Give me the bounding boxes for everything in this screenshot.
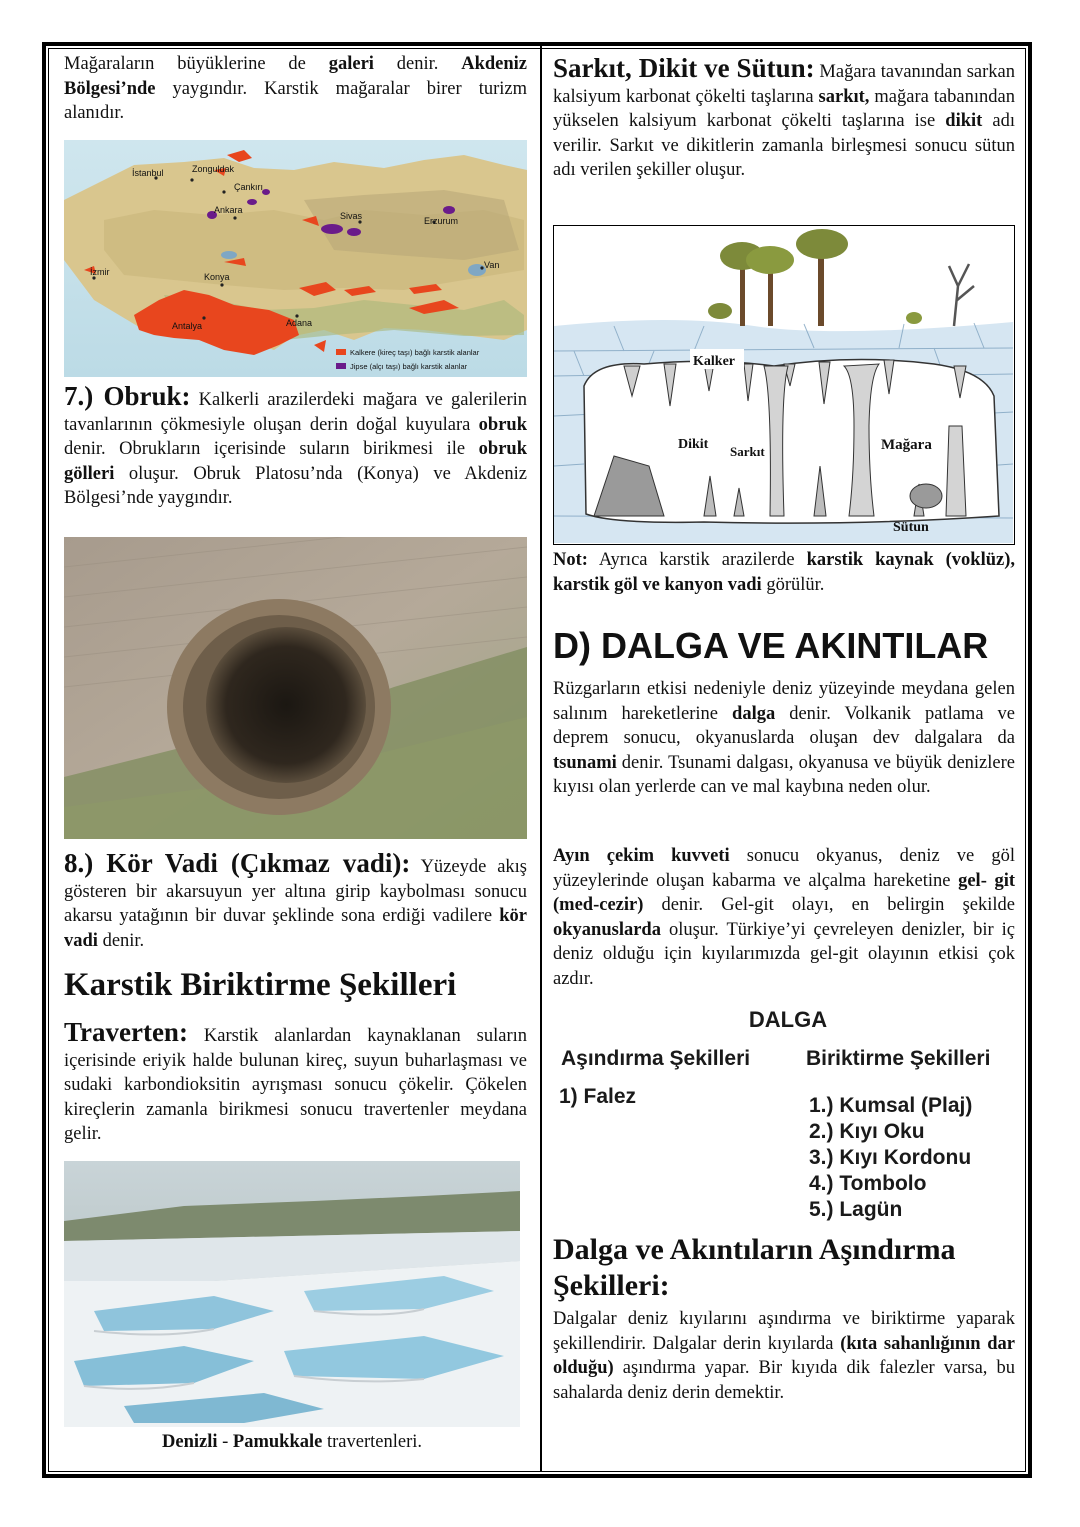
turkey-karst-map [64, 140, 527, 377]
sarkit-heading: Sarkıt, Dikit ve Sütun: [553, 53, 815, 83]
legend-swatch-gypsum [336, 363, 346, 369]
deposition-item: 1.) Kumsal (Plaj) [809, 1094, 973, 1117]
dalga-table [553, 1007, 1015, 1227]
map-label-zonguldak: Zonguldak [192, 164, 235, 174]
legend-gypsum: Jipse (alçı taşı) bağlı karstik alanlar [350, 362, 468, 371]
deposition-item: 2.) Kıyı Oku [809, 1120, 925, 1143]
dalga-akintilar-title: D) DALGA VE AKINTILAR [553, 625, 989, 666]
pamukkale-photo [64, 1161, 520, 1427]
obruk-photo [64, 537, 527, 839]
column-divider [540, 46, 542, 1472]
dalga-section [553, 677, 1015, 800]
obruk-section [64, 381, 527, 511]
obruk-paragraph: 7.) Obruk: Kalkerli arazilerdeki mağara ve galerilerin tavanlarının çökmesiyle oluşan derin doğal kuyulara obruk denir. Obrukların içerisinde suların birikmesi ile obruk gölleri oluşur. Obruk Platosu’nda (Konya) ve Akdeniz Bölgesi’nde yaygındır. [64, 381, 527, 508]
gelgit-paragraph: Ayın çekim kuvveti sonucu okyanus, deniz ve göl yüzeylerinde oluşan kabarma ve alçalma hareketine gel- git (med-cezir) denir. Gel-git olayı, en belirgin şekilde okyanuslarda oluşur. Türkiye’yi çevreleyen denizler, bir iç deniz olduğu için kıyılarımızda gel-git olayının etkisi çok azdır. [553, 846, 1015, 989]
cave-diagram [553, 225, 1015, 545]
label-dikit: Dikit [678, 437, 709, 452]
kor-vadi-heading: 8.) Kör Vadi (Çıkmaz vadi): [64, 848, 411, 878]
map-label-konya: Konya [204, 272, 230, 282]
asindirma-header: Aşındırma Şekilleri [561, 1047, 751, 1070]
dalga-paragraph: Rüzgarların etkisi nedeniyle deniz yüzeyinde meydana gelen salınım hareketlerine dalga denir. Volkanik patlama ve deprem sonucu, okyanuslarda oluşan dev dalgalara da tsunami denir. Tsunami dalgası, okyanusa ve büyük denizlere kıyısı olan yerlerde can ve mal kaybına neden olur. [553, 679, 1015, 797]
gelgit-section [553, 844, 1015, 991]
sarkit-section [553, 53, 1015, 183]
label-magara: Mağara [881, 437, 932, 453]
sarkit-paragraph: Sarkıt, Dikit ve Sütun: Mağara tavanından sarkan kalsiyum karbonat çökelti taşlarına sarkıt, mağara tabanından yükselen kalsiyum karbonat çökelti taşlarına ise dikit adı verilir. Sarkıt ve dikitlerin zamanla birleşmesi sonucu sütun adı verilen şekiller oluşur. [553, 53, 1015, 180]
legend-limestone: Kalkere (kireç taşı) bağlı karstik alanlar [350, 348, 480, 357]
deposition-item: 3.) Kıyı Kordonu [809, 1146, 972, 1169]
map-label-sivas: Sivas [340, 211, 363, 221]
not-paragraph: Not: Ayrıca karstik arazilerde karstik kaynak (voklüz), karstik göl ve kanyon vadi görülür. [553, 550, 1016, 595]
traverten-paragraph: Traverten: Karstik alanlardan kaynaklanan suların içerisinde eriyik halde bulunan kireç, suyun buharlaşması ve sudaki karbondioksitin ayrışması sonucu çökelir. Çökelen kireçlerin zamanla birikmesi sonucu travertenler meydana gelir. [64, 1017, 527, 1144]
dalga-table-title: DALGA [748, 1007, 828, 1032]
map-label-antalya: Antalya [172, 321, 203, 331]
map-label-erzurum: Erzurum [424, 216, 459, 226]
deposition-item: 4.) Tombolo [809, 1172, 927, 1195]
asindirma-title-block [553, 1232, 1015, 1304]
not-section [553, 548, 1015, 597]
kor-vadi-section [64, 848, 528, 953]
map-label-istanbul: İstanbul [132, 168, 164, 178]
map-label-van: Van [484, 260, 500, 270]
erosion-item: 1) Falez [559, 1085, 637, 1108]
galeri-paragraph: Mağaraların büyüklerine de galeri denir. Akdeniz Bölgesi’nde yaygındır. Karstik mağaralar birer turizm alanıdır. [64, 54, 527, 123]
karstik-title-block [64, 966, 527, 1004]
left-column [64, 52, 527, 126]
kor-vadi-paragraph: 8.) Kör Vadi (Çıkmaz vadi): Yüzeyde akış gösteren bir akarsuyun yer altına girip kaybolması sonucu akarsu yatağının bir duvar şeklinde sona erdiği vadilere kör vadi denir. [64, 848, 528, 951]
asindirma-paragraph: Dalgalar deniz kıyılarını aşındırma ve biriktirme yaparak şekillendirir. Dalgalar derin kıyılarda (kıta sahanlığının dar olduğu) aşındırma yapar. Bir kıyıda dik falezler varsa, bu sahalarda deniz derin demektir. [553, 1309, 1015, 1403]
deposition-item: 5.) Lagün [809, 1198, 903, 1221]
map-label-ankara: Ankara [214, 205, 243, 215]
label-sarkit: Sarkıt [730, 444, 765, 459]
dalga-title-block [553, 624, 1015, 668]
pamukkale-caption: Denizli - Pamukkale travertenleri. [162, 1432, 422, 1452]
legend-swatch-limestone [336, 349, 346, 355]
obruk-hole [206, 627, 366, 783]
karstik-biriktirme-title: Karstik Biriktirme Şekilleri [64, 967, 457, 1003]
deposition-list [809, 1093, 972, 1223]
asindirma-section [553, 1307, 1015, 1405]
obruk-heading: 7.) Obruk: [64, 381, 191, 411]
label-sutun: Sütun [893, 520, 929, 535]
label-kalker: Kalker [693, 354, 735, 369]
trees [708, 229, 974, 326]
traverten-section [64, 1017, 527, 1147]
asindirma-title: Dalga ve Akıntıların Aşındırma Şekilleri: [553, 1233, 956, 1302]
map-label-adana: Adana [286, 318, 313, 328]
map-label-izmir: İzmir [90, 267, 110, 277]
biriktirme-header: Biriktirme Şekilleri [806, 1047, 991, 1070]
traverten-heading: Traverten: [64, 1017, 188, 1047]
map-label-cankiri: Çankırı [234, 182, 264, 192]
